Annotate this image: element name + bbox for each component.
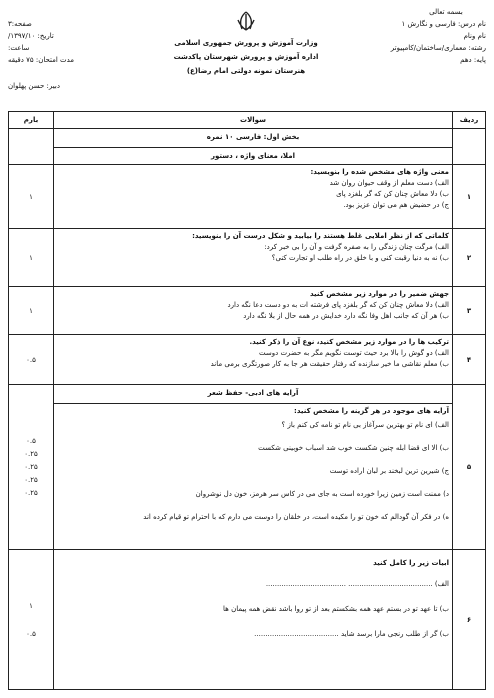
ministry-name: وزارت آموزش و پرورش جمهوری اسلامی xyxy=(174,39,318,47)
score-5-a: ۰.۵ xyxy=(26,436,36,445)
department-name: اداره آموزش و پرورش شهرستان پاکدشت xyxy=(173,53,319,61)
question-scores-6 xyxy=(9,550,54,690)
header-student-info xyxy=(366,6,486,66)
grade-level: پایه: دهم xyxy=(460,56,486,64)
header-exam-info xyxy=(8,6,118,92)
question-row-5 xyxy=(9,404,486,550)
question-number-1: ۱ xyxy=(453,165,486,229)
school-name: هنرستان نمونه دولتی امام رضا(ع) xyxy=(186,67,306,75)
question-score-4: ۰.۵ xyxy=(9,335,54,385)
section1-subtitle-row xyxy=(9,148,486,165)
table-header-row xyxy=(9,112,486,129)
question-scores-5 xyxy=(9,385,54,550)
exam-header xyxy=(8,6,486,116)
section1-title: بخش اول: فارسی ۱۰ نمره xyxy=(54,129,453,148)
question-5-item-a: الف) ای نام تو بهترین سرآغاز بی نام تو نامه کی کنم باز ؟ xyxy=(281,421,449,429)
question-number-3: ۳ xyxy=(453,287,486,335)
column-header-score: بارم xyxy=(9,112,54,129)
question-2-item-b: ب) نه به دنیا رقبت کنی و با خلق در راه طلب او تجارت کنی؟ xyxy=(271,254,449,262)
score-5-c: ۰.۲۵ xyxy=(24,462,38,471)
question-5-item-c: ج) شیرین ترین لبخند بر لبان اراده توست xyxy=(329,467,449,475)
question-5-item-b: ب) الا ای قضا ابله چنین شکست خوب شد اسباب خوبینی شکست xyxy=(258,444,449,452)
question-row-3 xyxy=(9,287,486,335)
question-1-item-a: الف) دست معلم از وقف حیوان روان شد xyxy=(329,179,449,187)
section1-subtitle: املا، معنای واژه ، دستور xyxy=(54,148,453,165)
questions-table xyxy=(8,111,486,690)
question-score-3: ۱ xyxy=(9,287,54,335)
question-2-item-a: الف) مرگت چنان زندگی را به صفره گرفت و آن را بی خبر کرد: xyxy=(264,243,449,251)
column-header-row-number: ردیف xyxy=(453,112,486,129)
question-body-1 xyxy=(54,165,453,229)
question-score-1: ۱ xyxy=(9,165,54,229)
question-6-item-b: ب) تا عهد تو در بستم عهد همه بشکستم بعد از تو روا باشد نقض همه پیمان ها xyxy=(223,605,449,613)
question-row-4 xyxy=(9,335,486,385)
question-6-item-c: ب) گر از طلب رنجی مارا برسد شاید ...................................... xyxy=(254,630,449,638)
section2-title-row xyxy=(9,385,486,404)
question-3-prompt: جهش ضمیر را در موارد زیر مشخص کنید xyxy=(310,290,449,298)
question-3-item-b: ب) هر آن که جانب اهل وفا نگه دارد خدایش در همه حال از بلا نگه دارد xyxy=(243,312,449,320)
question-4-prompt: ترکیب ها را در موارد زیر مشخص کنید، نوع آن را ذکر کنید. xyxy=(249,338,449,346)
question-number-2: ۲ xyxy=(453,229,486,287)
exam-date: تاریخ: ۱۳۹۷/۱۰/ xyxy=(8,32,54,40)
question-1-item-b: ب) دلا معاش چنان کن که گر بلغزد پای xyxy=(336,190,449,198)
page-number: صفحه:۳ xyxy=(8,20,32,28)
question-body-4 xyxy=(54,335,453,385)
question-5-item-e: ه) در فکر آن گودالم که خون تو را مکیده است، در خلقان را دوست می دارم که با احترام تو قیام کرده اند xyxy=(143,513,449,521)
section1-title-row xyxy=(9,129,486,148)
exam-duration: مدت امتحان: ۷۵ دقیقه xyxy=(8,56,75,64)
question-1-prompt: معنی واژه های مشخص شده را بنویسید: xyxy=(310,168,449,176)
question-row-2 xyxy=(9,229,486,287)
score-5-d: ۰.۲۵ xyxy=(24,475,38,484)
question-body-5 xyxy=(54,404,453,550)
question-number-5: ۵ xyxy=(453,385,486,550)
column-header-questions: سوالات xyxy=(54,112,453,129)
question-score-2: ۱ xyxy=(9,229,54,287)
question-number-6: ۶ xyxy=(453,550,486,690)
question-row-6 xyxy=(9,550,486,690)
basmala: بسمه تعالی xyxy=(429,8,463,16)
score-5-e: ۰.۲۵ xyxy=(24,488,38,497)
field-of-study: رشته: معماری/ساختمان/کامپیوتر xyxy=(390,44,486,52)
question-body-6 xyxy=(54,550,453,690)
question-4-item-a: الف) دو گوش را بالا برد حیث توست نگویم مگر به حضرت دوست xyxy=(259,349,449,357)
score-6-a: ۱ xyxy=(29,601,33,610)
emblem-icon xyxy=(231,10,261,32)
question-5-item-d: د) ممنت است زمین زیرا خورده است به جای می در کاس سر هرمز، خون دل نوشروان xyxy=(195,490,449,498)
question-row-1 xyxy=(9,165,486,229)
section2-title: آرایه های ادبی- حفظ شعر xyxy=(54,385,453,404)
exam-time: ساعت: xyxy=(8,44,30,52)
question-6-item-a: الف) ...................................... .................................... xyxy=(265,580,449,588)
teacher-name: دبیر: حسن پهلوان xyxy=(8,82,60,90)
course-name: نام درس: فارسی و نگارش ۱ xyxy=(401,20,486,28)
question-number-4: ۴ xyxy=(453,335,486,385)
question-4-item-b: ب) معلم نقاشی ما خیر سازنده که رفتار حقیقت هر جا به کار صورتگری برمی ماند xyxy=(210,360,449,368)
header-school-info xyxy=(156,36,336,78)
score-6-b: ۰.۵ xyxy=(26,629,36,638)
question-3-item-a: الف) دلا معاش چنان کن که گر بلغزد پای فرشته ات به دو دست دعا نگه دارد xyxy=(227,301,449,309)
student-name: نام ونام xyxy=(463,32,486,40)
question-2-prompt: کلماتی که از نظر املایی غلط هستند را بیابید و شکل درست آن را بنویسید: xyxy=(192,232,449,240)
question-1-item-c: ج) در حضیض هم می توان عزیز بود. xyxy=(343,201,449,209)
question-body-3 xyxy=(54,287,453,335)
question-body-2 xyxy=(54,229,453,287)
score-5-b: ۰.۲۵ xyxy=(24,449,38,458)
question-6-prompt: ابیات زیر را کامل کنید xyxy=(373,559,449,567)
question-5-prompt: آرایه های موجود در هر گزینه را مشخص کنید: xyxy=(294,407,449,415)
